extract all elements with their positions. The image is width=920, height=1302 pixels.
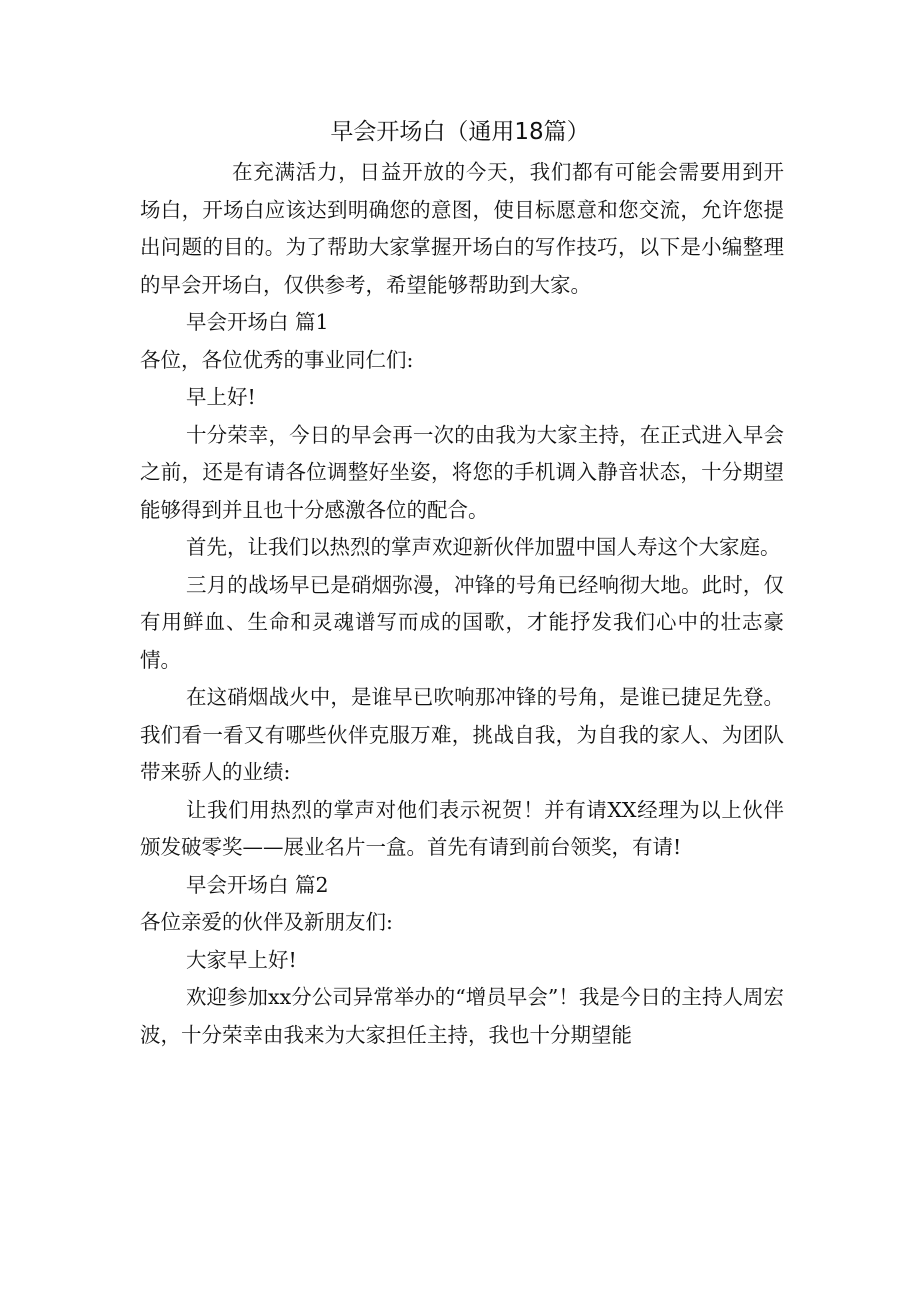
- intro-paragraph: 在充满活力，日益开放的今天，我们都有可能会需要用到开场白，开场白应该达到明确您的意图，使目标愿意和您交流，允许您提出问题的目的。为了帮助大家掌握开场白的写作技巧，以下是小编整理的早会开场白，仅供参考，希望能够帮助到大家。: [140, 160, 784, 297]
- section-heading: 早会开场白 篇1: [186, 310, 329, 334]
- paragraph: 首先，让我们以热烈的掌声欢迎新伙伴加盟中国人寿这个大家庭。: [186, 535, 781, 559]
- paragraph: 欢迎参加xx分公司异常举办的“增员早会”！我是今日的主持人周宏波，十分荣幸由我来为大家担任主持，我也十分期望能: [140, 985, 784, 1047]
- section-heading: 早会开场白 篇2: [186, 872, 329, 897]
- paragraph: 在这硝烟战火中，是谁早已吹响那冲锋的号角，是谁已捷足先登。我们看一看又有哪些伙伴克服万难，挑战自我，为自我的家人、为团队带来骄人的业绩:: [140, 685, 784, 784]
- document-title: 早会开场白（通用18篇）: [330, 119, 590, 145]
- document-body: [140, 154, 784, 1054]
- paragraph: 早上好!: [186, 385, 256, 409]
- section-1: [140, 304, 784, 867]
- paragraph: 大家早上好!: [186, 947, 297, 972]
- section-greeting: 各位亲爱的伙伴及新朋友们:: [140, 910, 393, 934]
- section-2: [140, 867, 784, 1055]
- section-greeting: 各位，各位优秀的事业同仁们:: [140, 347, 414, 372]
- paragraph: 三月的战场早已是硝烟弥漫，冲锋的号角已经响彻大地。此时，仅有用鲜血、生命和灵魂谱写而成的国歌，才能抒发我们心中的壮志豪情。: [140, 572, 784, 672]
- paragraph: 让我们用热烈的掌声对他们表示祝贺！并有请XX经理为以上伙伴颁发破零奖——展业名片一盒。首先有请到前台领奖，有请!: [140, 797, 784, 859]
- paragraph: 十分荣幸，今日的早会再一次的由我为大家主持，在正式进入早会之前，还是有请各位调整好坐姿，将您的手机调入静音状态，十分期望能够得到并且也十分感激各位的配合。: [140, 422, 784, 522]
